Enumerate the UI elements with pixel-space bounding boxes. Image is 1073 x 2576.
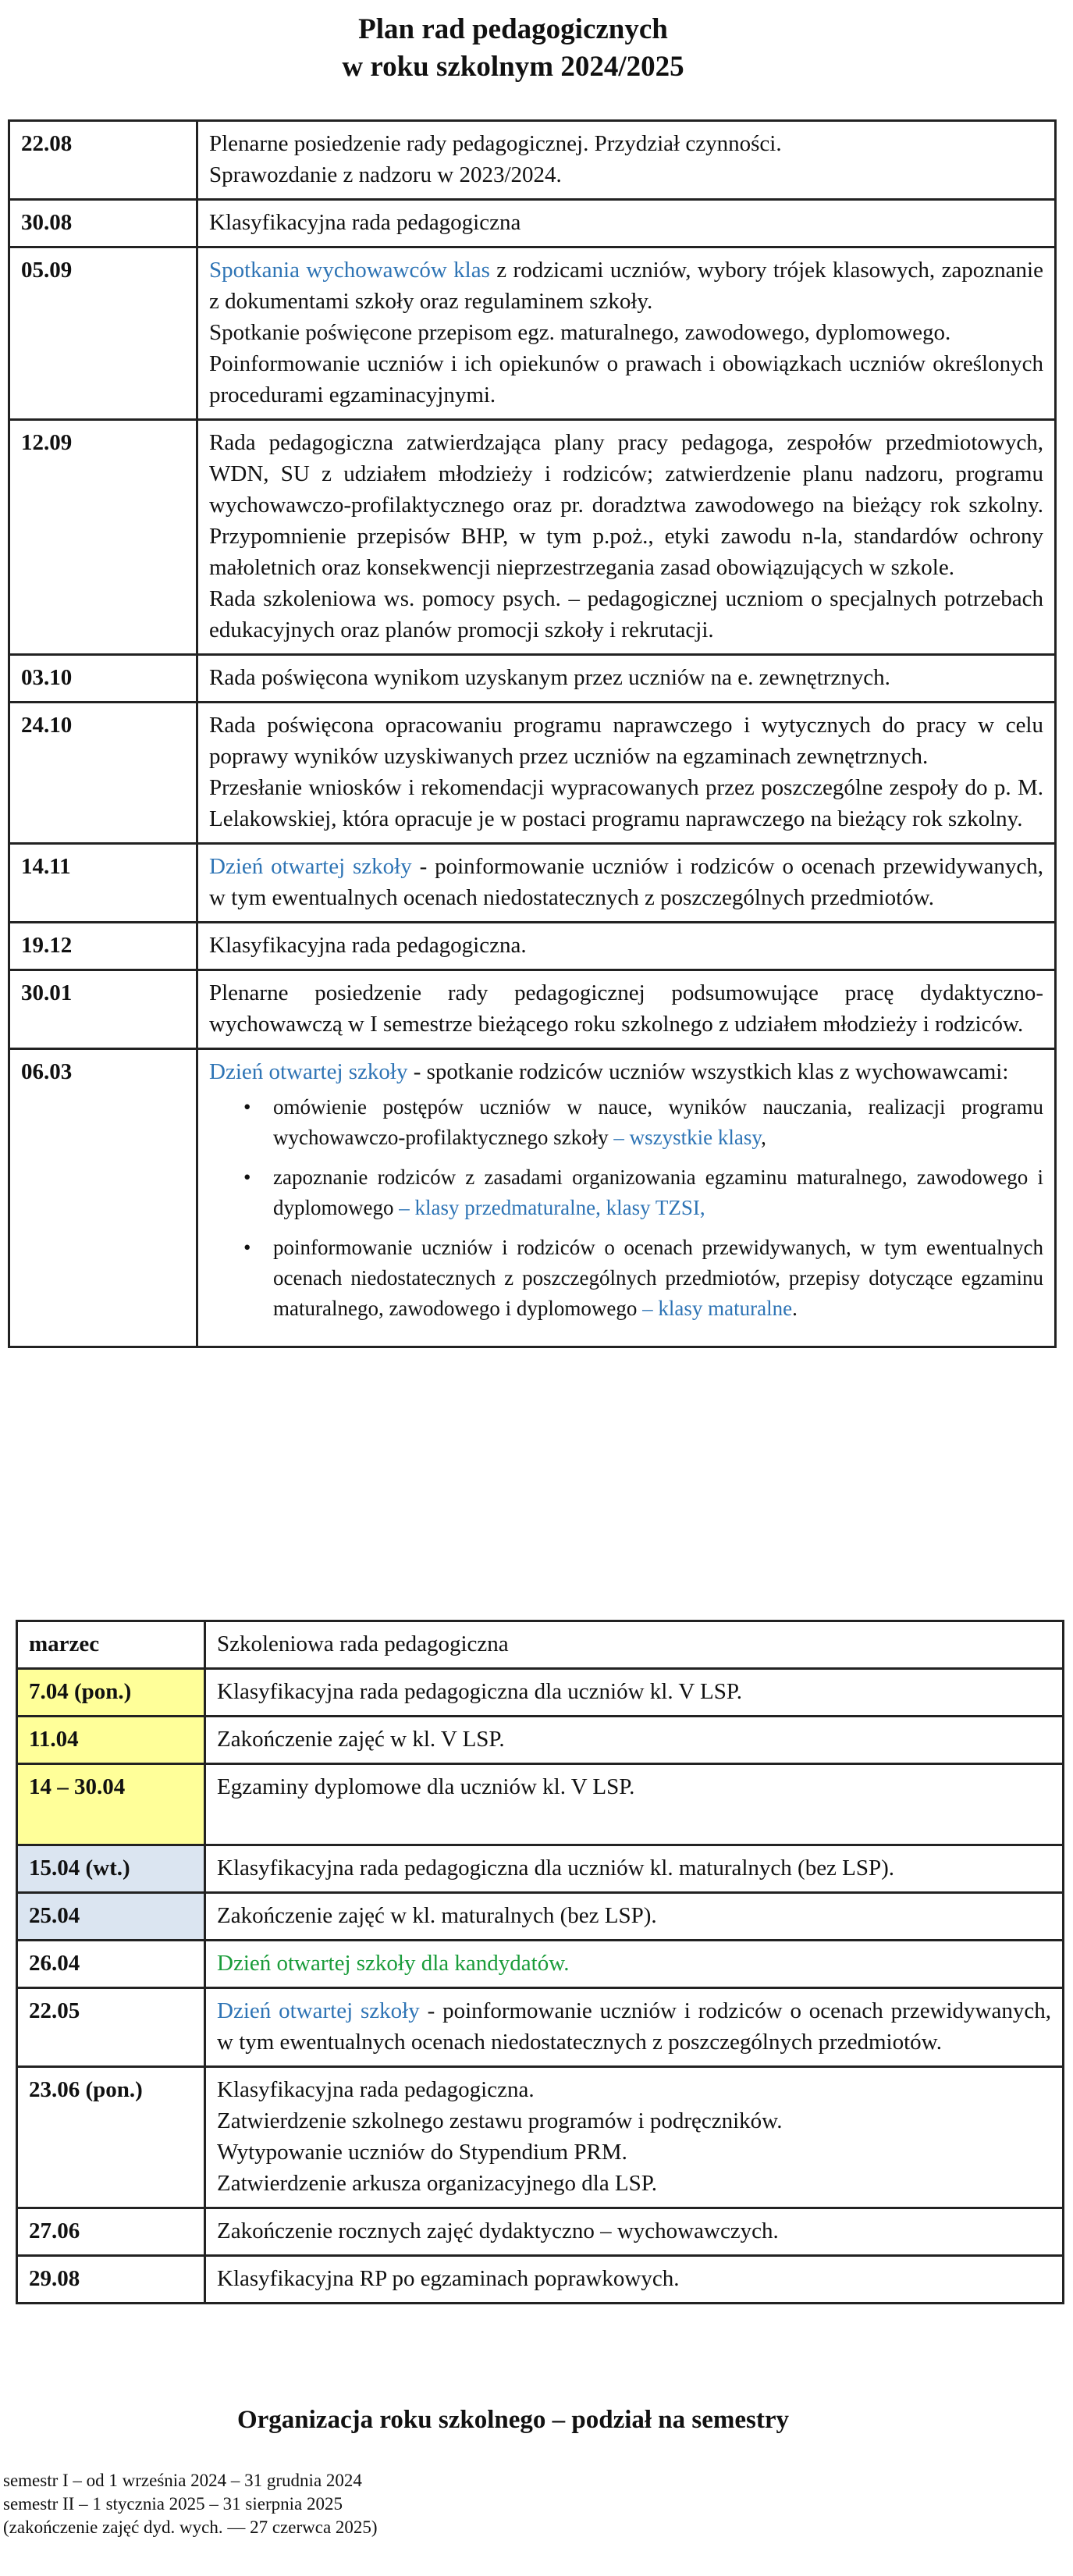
schedule-table-spring-summer <box>16 1620 1064 2304</box>
table-row <box>17 1941 1064 1988</box>
row-date: 06.03 <box>9 1049 197 1347</box>
row-date: 19.12 <box>9 923 197 970</box>
row-description: Klasyfikacyjna rada pedagogiczna dla uczniów kl. V LSP. <box>205 1669 1064 1717</box>
row-date: 22.05 <box>17 1988 205 2067</box>
table-row <box>17 2208 1064 2256</box>
table-row <box>9 923 1056 970</box>
row-description: Zakończenie zajęć w kl. V LSP. <box>205 1717 1064 1764</box>
table-row <box>9 844 1056 923</box>
row-date: 11.04 <box>17 1717 205 1764</box>
row-description: Rada poświęcona opracowaniu programu naprawczego i wytycznych do pracy w celu poprawy wyników uzyskiwanych przez uczniów na egzaminach zewnętrznych. Przesłanie wniosków i rekomendacji wypracowanych przez poszczególne zespoły do p. M. Lelakowskiej, która opracuje je w postaci programu naprawczego na bieżący rok szkolny. <box>197 703 1056 844</box>
row-description: Klasyfikacyjna RP po egzaminach poprawkowych. <box>205 2256 1064 2304</box>
bullet-icon: • <box>243 1095 251 1119</box>
table-row <box>9 1049 1056 1347</box>
row-date: 30.08 <box>9 200 197 247</box>
table-row <box>17 1845 1064 1893</box>
row-description: Plenarne posiedzenie rady pedagogicznej podsumowujące pracę dydaktyczno-wychowawczą w I semestrze bieżącego roku szkolnego z udziałem młodzieży i rodziców. <box>197 970 1056 1049</box>
row-description: Klasyfikacyjna rada pedagogiczna. <box>197 923 1056 970</box>
row-description: Klasyfikacyjna rada pedagogiczna. Zatwierdzenie szkolnego zestawu programów i podręczników. Wytypowanie uczniów do Stypendium PRM. Zatwierdzenie arkusza organizacyjnego dla LSP. <box>205 2067 1064 2208</box>
page-title-line2: w roku szkolnym 2024/2025 <box>342 51 684 83</box>
row-description: Dzień otwartej szkoły dla kandydatów. <box>205 1941 1064 1988</box>
row-description: Dzień otwartej szkoły - spotkanie rodziców uczniów wszystkich klas z wychowawcami: • omówienie postępów uczniów w nauce, wyników nauczania, realizacji programu wychowawczo-profilaktycznego szkoły – wszystkie klasy, • zapoznanie rodziców z zasadami organizowania egzaminu maturalnego, zawodowego i dyplomowego – klasy przedmaturalne, klasy TZSI, • poinformowanie uczniów i rodziców o ocenach przewidywanych, w tym ewentualnych ocenach niedostatecznych z poszczególnych przedmiotów, przepisy dotyczące egzaminu maturalnego, zawodowego i dyplomowego – klasy maturalne. <box>197 1049 1056 1347</box>
list-item: • poinformowanie uczniów i rodziców o ocenach przewidywanych, w tym ewentualnych ocenach niedostatecznych z poszczególnych przedmiotów, przepisy dotyczące egzaminu maturalnego, zawodowego i dyplomowego – klasy maturalne. <box>209 1233 1043 1324</box>
semester-line: semestr I – od 1 września 2024 – 31 grudnia 2024 <box>3 2471 362 2490</box>
list-item: • omówienie postępów uczniów w nauce, wyników nauczania, realizacji programu wychowawczo-profilaktycznego szkoły – wszystkie klasy, <box>209 1092 1043 1153</box>
semester-line: (zakończenie zajęć dyd. wych. — 27 czerwca 2025) <box>3 2517 378 2537</box>
table-row <box>9 200 1056 247</box>
table-row <box>17 1764 1064 1845</box>
page-title <box>0 11 1026 86</box>
row-date: 25.04 <box>17 1893 205 1941</box>
list-item: • zapoznanie rodziców z zasadami organizowania egzaminu maturalnego, zawodowego i dyplomowego – klasy przedmaturalne, klasy TZSI, <box>209 1162 1043 1223</box>
row-description: Zakończenie zajęć w kl. maturalnych (bez LSP). <box>205 1893 1064 1941</box>
table-row <box>17 1717 1064 1764</box>
row-date: marzec <box>17 1621 205 1669</box>
bullet-list <box>209 1092 1043 1324</box>
table-row <box>17 1621 1064 1669</box>
row-date: 23.06 (pon.) <box>17 2067 205 2208</box>
table-row <box>17 2067 1064 2208</box>
table-row <box>17 1893 1064 1941</box>
bullet-icon: • <box>243 1165 251 1189</box>
row-date: 30.01 <box>9 970 197 1049</box>
row-description: Dzień otwartej szkoły - poinformowanie uczniów i rodziców o ocenach przewidywanych, w tym ewentualnych ocenach niedostatecznych z poszczególnych przedmiotów. <box>197 844 1056 923</box>
row-date: 03.10 <box>9 655 197 703</box>
table-row <box>9 703 1056 844</box>
row-date: 14.11 <box>9 844 197 923</box>
row-date: 14 – 30.04 <box>17 1764 205 1845</box>
row-date: 24.10 <box>9 703 197 844</box>
row-description: Zakończenie rocznych zajęć dydaktyczno – wychowawczych. <box>205 2208 1064 2256</box>
row-date: 26.04 <box>17 1941 205 1988</box>
table-row <box>9 970 1056 1049</box>
event-highlight: Spotkania wychowawców klas <box>209 258 490 283</box>
table-row <box>9 247 1056 420</box>
row-description: Klasyfikacyjna rada pedagogiczna <box>197 200 1056 247</box>
table-row <box>9 121 1056 200</box>
event-highlight: Dzień otwartej szkoły <box>209 854 412 879</box>
row-date: 12.09 <box>9 420 197 655</box>
row-date: 15.04 (wt.) <box>17 1845 205 1893</box>
semester-info <box>3 2469 378 2539</box>
row-description: Spotkania wychowawców klas z rodzicami uczniów, wybory trójek klasowych, zapoznanie z dokumentami szkoły oraz regulaminem szkoły. Spotkanie poświęcone przepisom egz. maturalnego, zawodowego, dyplomowego. Poinformowanie uczniów i ich opiekunów o prawach i obowiązkach uczniów określonych procedurami egzaminacyjnymi. <box>197 247 1056 420</box>
event-highlight: Dzień otwartej szkoły <box>209 1059 408 1084</box>
page-title-line1: Plan rad pedagogicznych <box>358 13 668 45</box>
row-date: 27.06 <box>17 2208 205 2256</box>
row-date: 05.09 <box>9 247 197 420</box>
table-row <box>9 420 1056 655</box>
row-description: Rada pedagogiczna zatwierdzająca plany pracy pedagoga, zespołów przedmiotowych, WDN, SU z udziałem młodzieży i rodziców; zatwierdzenie planu nadzoru, programu wychowawczo-profilaktycznego oraz pr. doradztwa zawodowego na bieżący rok szkolny. Przypomnienie przepisów BHP, w tym p.poż., etyki zawodu n-la, standardów ochrony małoletnich oraz konsekwencji nieprzestrzegania zasad obowiązujących w szkole. Rada szkoleniowa ws. pomocy psych. – pedagogicznej uczniom o specjalnych potrzebach edukacyjnych oraz planów promocji szkoły i rekrutacji. <box>197 420 1056 655</box>
row-date: 22.08 <box>9 121 197 200</box>
section-title: Organizacja roku szkolnego – podział na semestry <box>236 2406 790 2434</box>
row-description: Klasyfikacyjna rada pedagogiczna dla uczniów kl. maturalnych (bez LSP). <box>205 1845 1064 1893</box>
row-description: Egzaminy dyplomowe dla uczniów kl. V LSP. <box>205 1764 1064 1845</box>
bullet-icon: • <box>243 1236 251 1259</box>
table-row <box>17 1988 1064 2067</box>
row-description: Rada poświęcona wynikom uzyskanym przez uczniów na e. zewnętrznych. <box>197 655 1056 703</box>
event-highlight: Dzień otwartej szkoły <box>217 1998 420 2023</box>
table-row <box>17 2256 1064 2304</box>
schedule-table-autumn-winter <box>8 119 1057 1348</box>
table-row <box>17 1669 1064 1717</box>
semester-line: semestr II – 1 stycznia 2025 – 31 sierpnia 2025 <box>3 2494 343 2514</box>
row-date: 7.04 (pon.) <box>17 1669 205 1717</box>
row-date: 29.08 <box>17 2256 205 2304</box>
row-description: Dzień otwartej szkoły - poinformowanie uczniów i rodziców o ocenach przewidywanych, w tym ewentualnych ocenach niedostatecznych z poszczególnych przedmiotów. <box>205 1988 1064 2067</box>
row-description: Plenarne posiedzenie rady pedagogicznej. Przydział czynności. Sprawozdanie z nadzoru w 2023/2024. <box>209 131 782 187</box>
table-row <box>9 655 1056 703</box>
row-description: Szkoleniowa rada pedagogiczna <box>217 1631 509 1656</box>
